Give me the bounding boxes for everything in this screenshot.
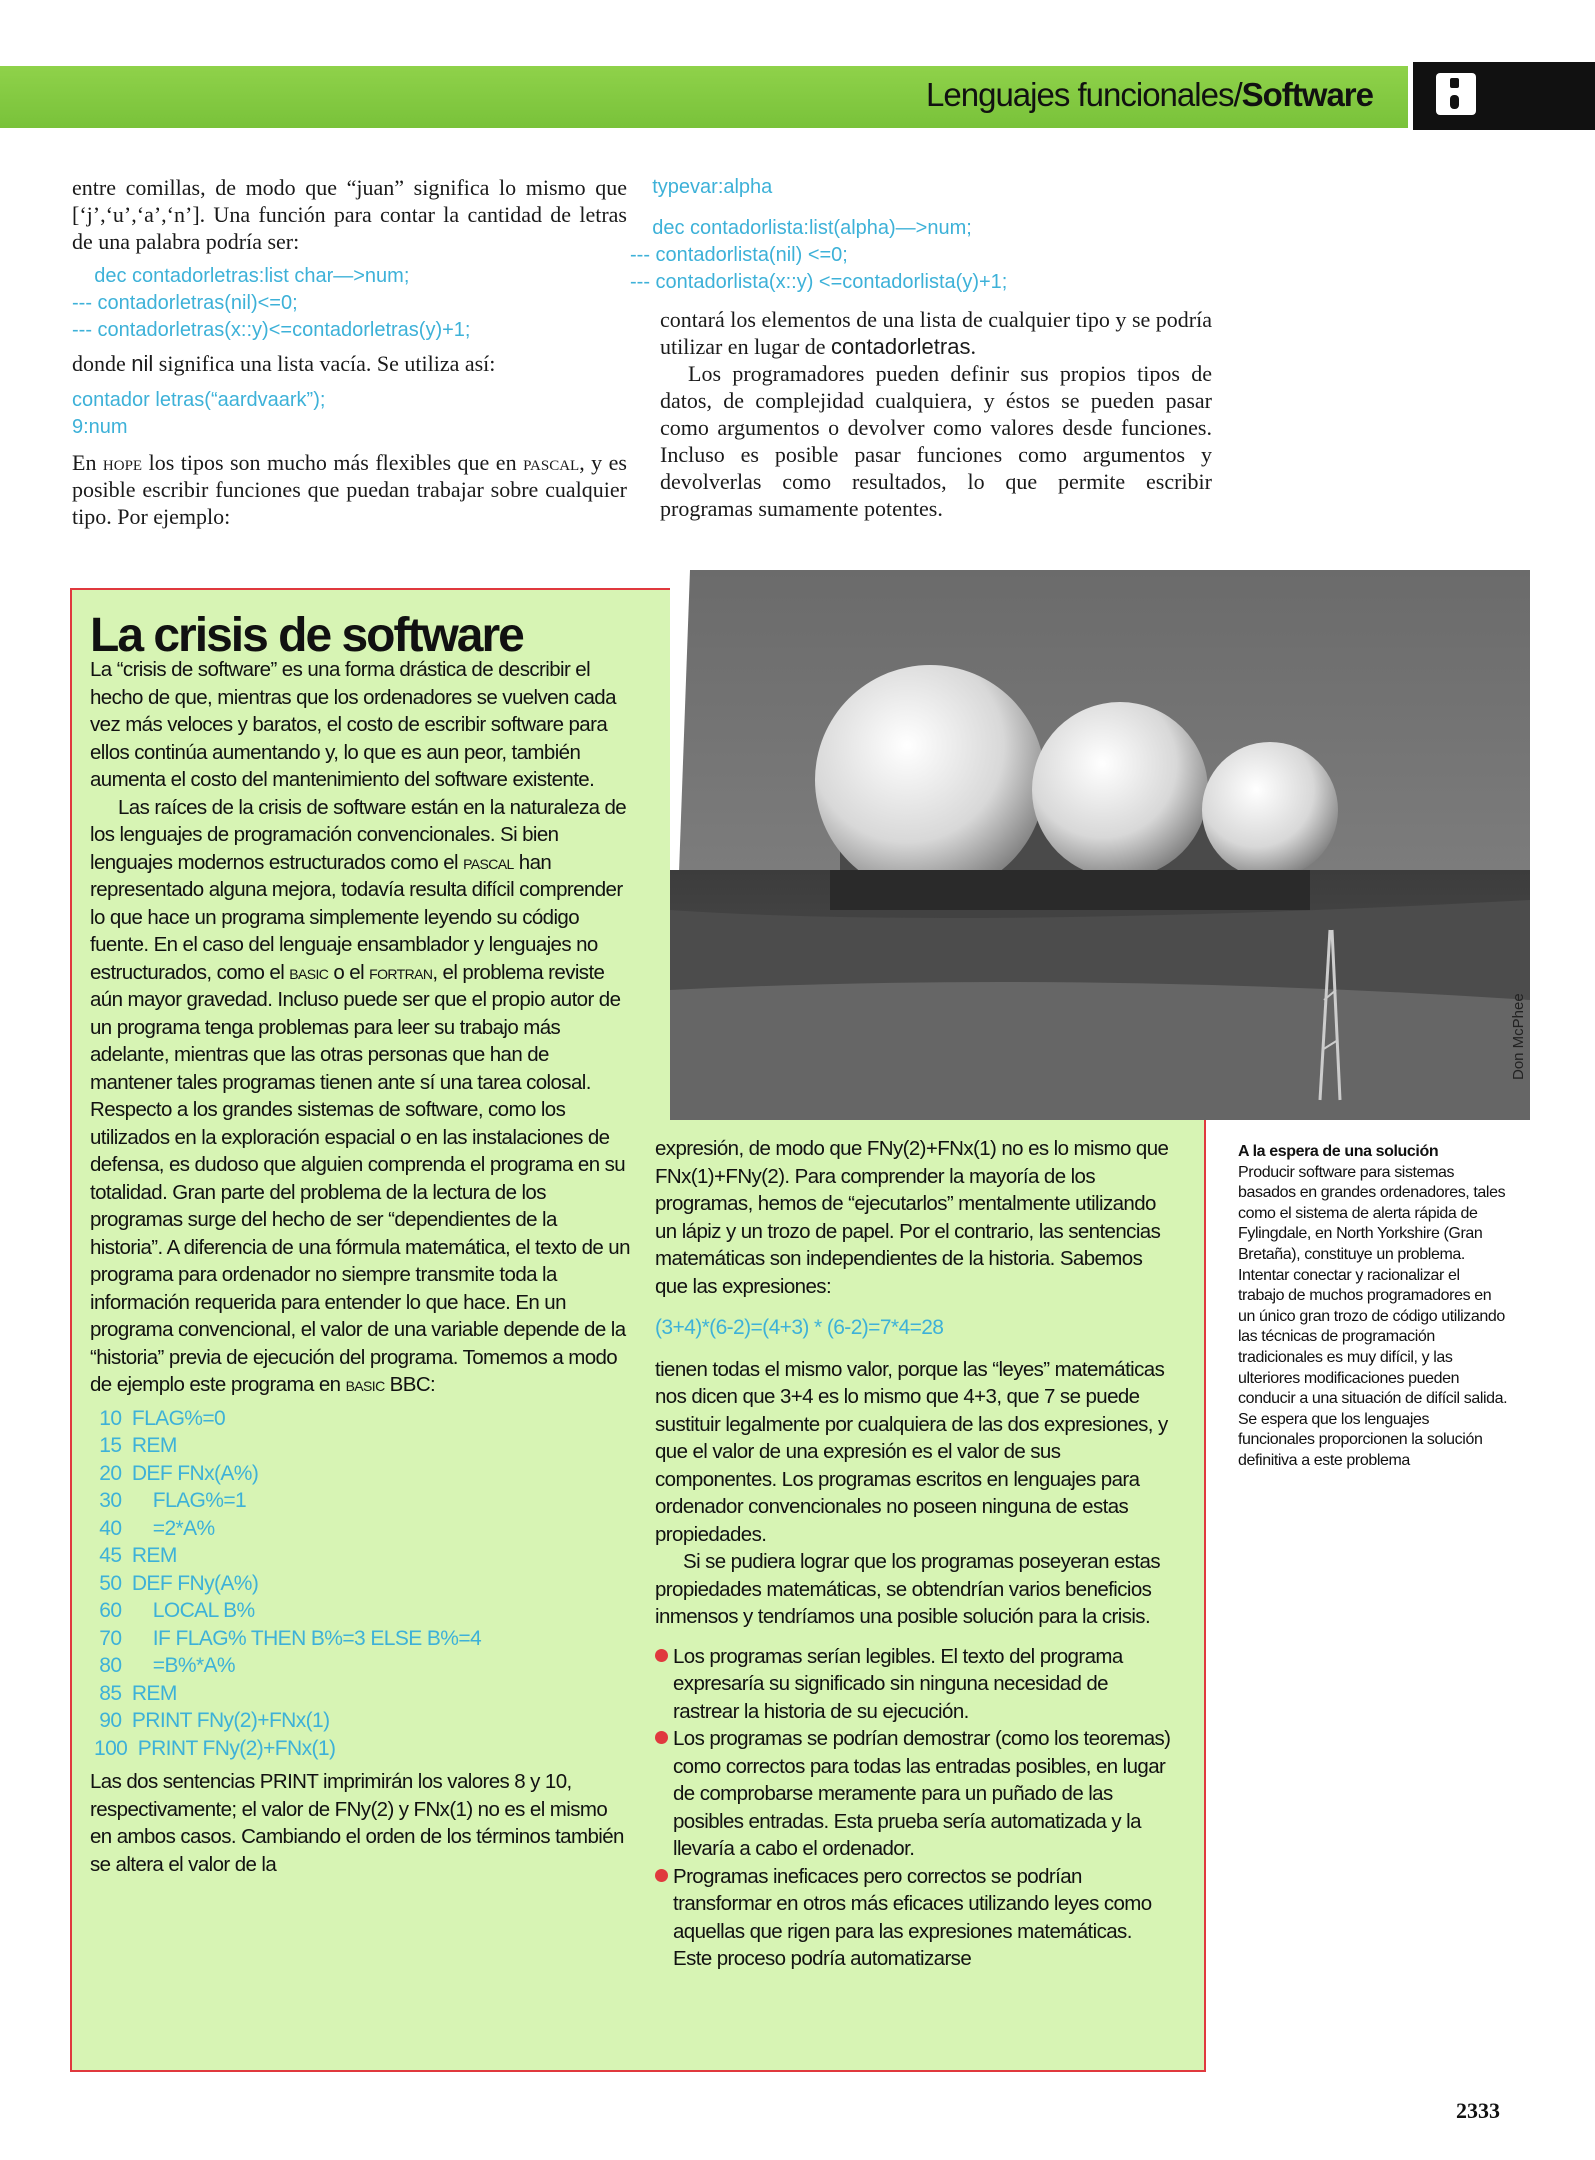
code-block bbox=[72, 387, 627, 441]
sidebar-title: La crisis de software bbox=[90, 609, 523, 662]
term-pascal: pascal bbox=[463, 850, 514, 874]
code-line: --- contadorlista(nil) <=0; bbox=[630, 244, 848, 266]
code-block bbox=[630, 174, 1212, 296]
program-line: 80 =B%*A% bbox=[94, 1654, 235, 1677]
paragraph bbox=[90, 794, 630, 1399]
text-run: . bbox=[970, 334, 976, 359]
math-expression: (3+4)*(6-2)=(4+3) * (6-2)=7*4=28 bbox=[655, 1316, 944, 1339]
sidebar-column-right bbox=[655, 1135, 1175, 1973]
text-run: significa una lista vacía. Se utiliza así: bbox=[153, 351, 496, 376]
floppy-disk-icon bbox=[1436, 73, 1476, 115]
program-line: 85 REM bbox=[94, 1681, 177, 1705]
paragraph: expresión, de modo que FNy(2)+FNx(1) no es lo mismo que FNx(1)+FNy(2). Para comprender la mayoría de los programas, hemos de “ejecutarlos” mentalmente utilizando un lápiz y un trozo de papel. Por el contrario, las sentencias matemáticas son independientes de la historia. Sabemos que las expresiones: bbox=[655, 1137, 1169, 1298]
program-line: 90 PRINT FNy(2)+FNx(1) bbox=[94, 1709, 330, 1732]
text-run: BBC: bbox=[384, 1373, 436, 1396]
program-line: 50 DEF FNy(A%) bbox=[94, 1571, 259, 1595]
bullet-text: Los programas serían legibles. El texto del programa expresaría su significado sin ninguna necesidad de rastrear la historia de su ejecución. bbox=[673, 1644, 1123, 1723]
paragraph: entre comillas, de modo que “juan” significa lo mismo que [‘j’,‘u’,‘a’,‘n’]. Una función para contar la cantidad de letras de una palabra podría ser: bbox=[72, 175, 627, 254]
column-left bbox=[72, 174, 627, 530]
bullet-text: Los programas se podrían demostrar (como los teoremas) como correctos para todas las entradas posibles, en lugar de comprobarse meramente para un puñado de las posibles entradas. Esta prueba sería automatizada y la llevaría a cabo el ordenador. bbox=[673, 1727, 1171, 1860]
paragraph: tienen todas el mismo valor, porque las “leyes” matemáticas nos dicen que 3+4 es lo mismo que 4+3, que 7 se puede sustituir legalmente por cualquiera de las dos expresiones, y que el valor de una expresión es el valor de sus componentes. Los programas escritos en lenguajes para ordenador convencionales no poseen ninguna de estas propiedades. bbox=[655, 1357, 1168, 1546]
bullet-item bbox=[655, 1725, 1175, 1863]
program-line: 60 LOCAL B% bbox=[94, 1599, 255, 1622]
term-nil: nil bbox=[131, 351, 154, 376]
column-right bbox=[630, 174, 1212, 522]
text-run: o el bbox=[328, 960, 370, 984]
title-regular: Lenguajes funcionales/ bbox=[926, 76, 1242, 113]
bullet-item bbox=[655, 1643, 1175, 1726]
program-line: 100 PRINT FNy(2)+FNx(1) bbox=[94, 1736, 336, 1760]
term-hope: hope bbox=[102, 450, 143, 475]
text-run: Las raíces de la crisis de software están en la naturaleza de los lenguajes de programación convencionales. Si bien lenguajes modernos estructurados como el bbox=[90, 795, 627, 874]
page-number: 2333 bbox=[1456, 2098, 1500, 2123]
code-line bbox=[630, 201, 1212, 215]
program-line: 15 REM bbox=[94, 1434, 177, 1457]
text-run: los tipos son mucho más flexibles que en bbox=[142, 450, 524, 475]
paragraph bbox=[660, 306, 1212, 360]
sidebar-column-left bbox=[90, 656, 630, 1878]
caption-title: A la espera de una solución bbox=[1238, 1143, 1439, 1160]
photo-caption bbox=[1238, 1142, 1508, 1472]
program-line: 10 FLAG%=0 bbox=[94, 1406, 226, 1430]
text-run: En bbox=[72, 450, 103, 475]
text-run: , y es posible escribir funciones que puedan trabajar sobre cualquier tipo. Por ejemplo: bbox=[72, 450, 627, 529]
dome-small bbox=[1202, 742, 1338, 878]
text-run: contará los elementos de una lista de cualquier tipo y se podría utilizar en lugar de bbox=[660, 307, 1212, 359]
bullet-dot-icon bbox=[655, 1869, 668, 1882]
radar-domes-photo bbox=[670, 570, 1530, 1120]
program-line: 45 REM bbox=[94, 1544, 177, 1567]
bullet-dot-icon bbox=[655, 1731, 668, 1744]
term-basic: basic bbox=[345, 1373, 385, 1396]
paragraph bbox=[72, 449, 627, 530]
basic-program bbox=[94, 1405, 630, 1763]
term-pascal: pascal bbox=[523, 450, 580, 475]
caption-text: Producir software para sistemas basados en grandes ordenadores, tales como el sistema de alerta rápida de Fylingdale, en North Yorkshire (Gran Bretaña), constituye un problema. Intentar conectar y racionalizar el trabajo de muchos programadores en un único gran trozo de código utilizando las técnicas de programación tradicionales es muy difícil, y las ulteriores modificaciones pueden conducir a una situación de difícil salida. Se espera que los lenguajes funcionales proporcionen la solución definitiva a este problema bbox=[1238, 1163, 1508, 1469]
paragraph: Los programadores pueden definir sus propios tipos de datos, de complejidad cualquiera, y éstos se pueden pasar como argumentos o devolver como valores desde funciones. Incluso es posible pasar funciones como argumentos y devolverlas como resultados, lo que permite escribir programas sumamente potentes. bbox=[660, 361, 1212, 521]
program-line: 20 DEF FNx(A%) bbox=[94, 1461, 259, 1485]
program-line: 30 FLAG%=1 bbox=[94, 1489, 247, 1512]
code-line: contador letras(“aardvaark”); bbox=[72, 389, 326, 411]
code-line: 9:num bbox=[72, 416, 128, 438]
program-line: 70 IF FLAG% THEN B%=3 ELSE B%=4 bbox=[94, 1626, 482, 1650]
text-run: , el problema reviste aún mayor gravedad. Incluso puede ser que el propio autor de un programa tenga problemas para leer su trabajo más adelante, mientras que las otras personas que han de mantener tales programas tienen ante sí una tarea colosal. Respecto a los grandes sistemas de software, como los utilizados en la exploración espacial o en las instalaciones de defensa, es dudoso que alguien comprenda el programa en su totalidad. Gran parte del problema de la lectura de los programas surge del hecho de ser “dependientes de la historia”. A diferencia de una fórmula matemática, el texto de un programa para ordenador no siempre transmite toda la información requerida para entender lo que hace. En un programa convencional, el valor de una variable depende de la “historia” previa de ejecución del programa. Tomemos a modo de ejemplo este programa en bbox=[90, 960, 630, 1396]
term-fortran: fortran bbox=[369, 960, 433, 984]
code-line: --- contadorletras(nil)<=0; bbox=[72, 292, 298, 314]
dome-medium bbox=[1032, 702, 1208, 878]
title-bold: Software bbox=[1241, 76, 1373, 113]
paragraph: La “crisis de software” es una forma drástica de describir el hecho de que, mientras que los ordenadores se vuelven cada vez más veloces y baratos, el costo de escribir software para ellos continúa aumentando y, lo que es aun peor, también aumenta el costo del mantenimiento del software existente. bbox=[90, 658, 616, 791]
bullet-text: Programas ineficaces pero correctos se podrían transformar en otros más eficaces utilizando leyes como aquellas que rigen para las expresiones matemáticas. Este proceso podría automatizarse bbox=[673, 1864, 1152, 1970]
program-line: 40 =2*A% bbox=[94, 1516, 215, 1540]
code-line: typevar:alpha bbox=[630, 176, 773, 198]
code-line: --- contadorlista(x::y) <=contadorlista(y)+1; bbox=[630, 271, 1008, 293]
section-title bbox=[926, 76, 1373, 114]
bullet-item bbox=[655, 1863, 1175, 1973]
code-line: dec contadorletras:list char—>num; bbox=[72, 265, 410, 287]
paragraph: Las dos sentencias PRINT imprimirán los valores 8 y 10, respectivamente; el valor de FNy(2) y FNx(1) no es el mismo en ambos casos. Cambiando el orden de los términos también se altera el valor de la bbox=[90, 1770, 624, 1876]
paragraph: Si se pudiera lograr que los programas poseyeran estas propiedades matemáticas, se obtendrían varios beneficios inmensos y tendríamos una posible solución para la crisis. bbox=[655, 1550, 1160, 1628]
photo-illustration bbox=[670, 570, 1530, 1120]
code-block bbox=[72, 263, 627, 344]
term-basic: basic bbox=[289, 960, 329, 984]
bullet-dot-icon bbox=[655, 1649, 668, 1662]
photo-credit bbox=[1510, 1044, 1534, 1080]
text-run: donde bbox=[72, 351, 132, 376]
paragraph bbox=[72, 350, 627, 377]
text-run: han representado alguna mejora, todavía resulta difícil comprender lo que hace un programa simplemente leyendo su código fuente. En el caso del lenguaje ensamblador y lenguajes no estructurados, como el bbox=[90, 850, 623, 984]
dome-large bbox=[815, 665, 1045, 895]
term-contadorletras: contadorletras bbox=[831, 334, 971, 359]
code-line: --- contadorletras(x::y)<=contadorletras(y)+1; bbox=[72, 319, 471, 341]
code-line: dec contadorlista:list(alpha)—>num; bbox=[630, 217, 972, 239]
